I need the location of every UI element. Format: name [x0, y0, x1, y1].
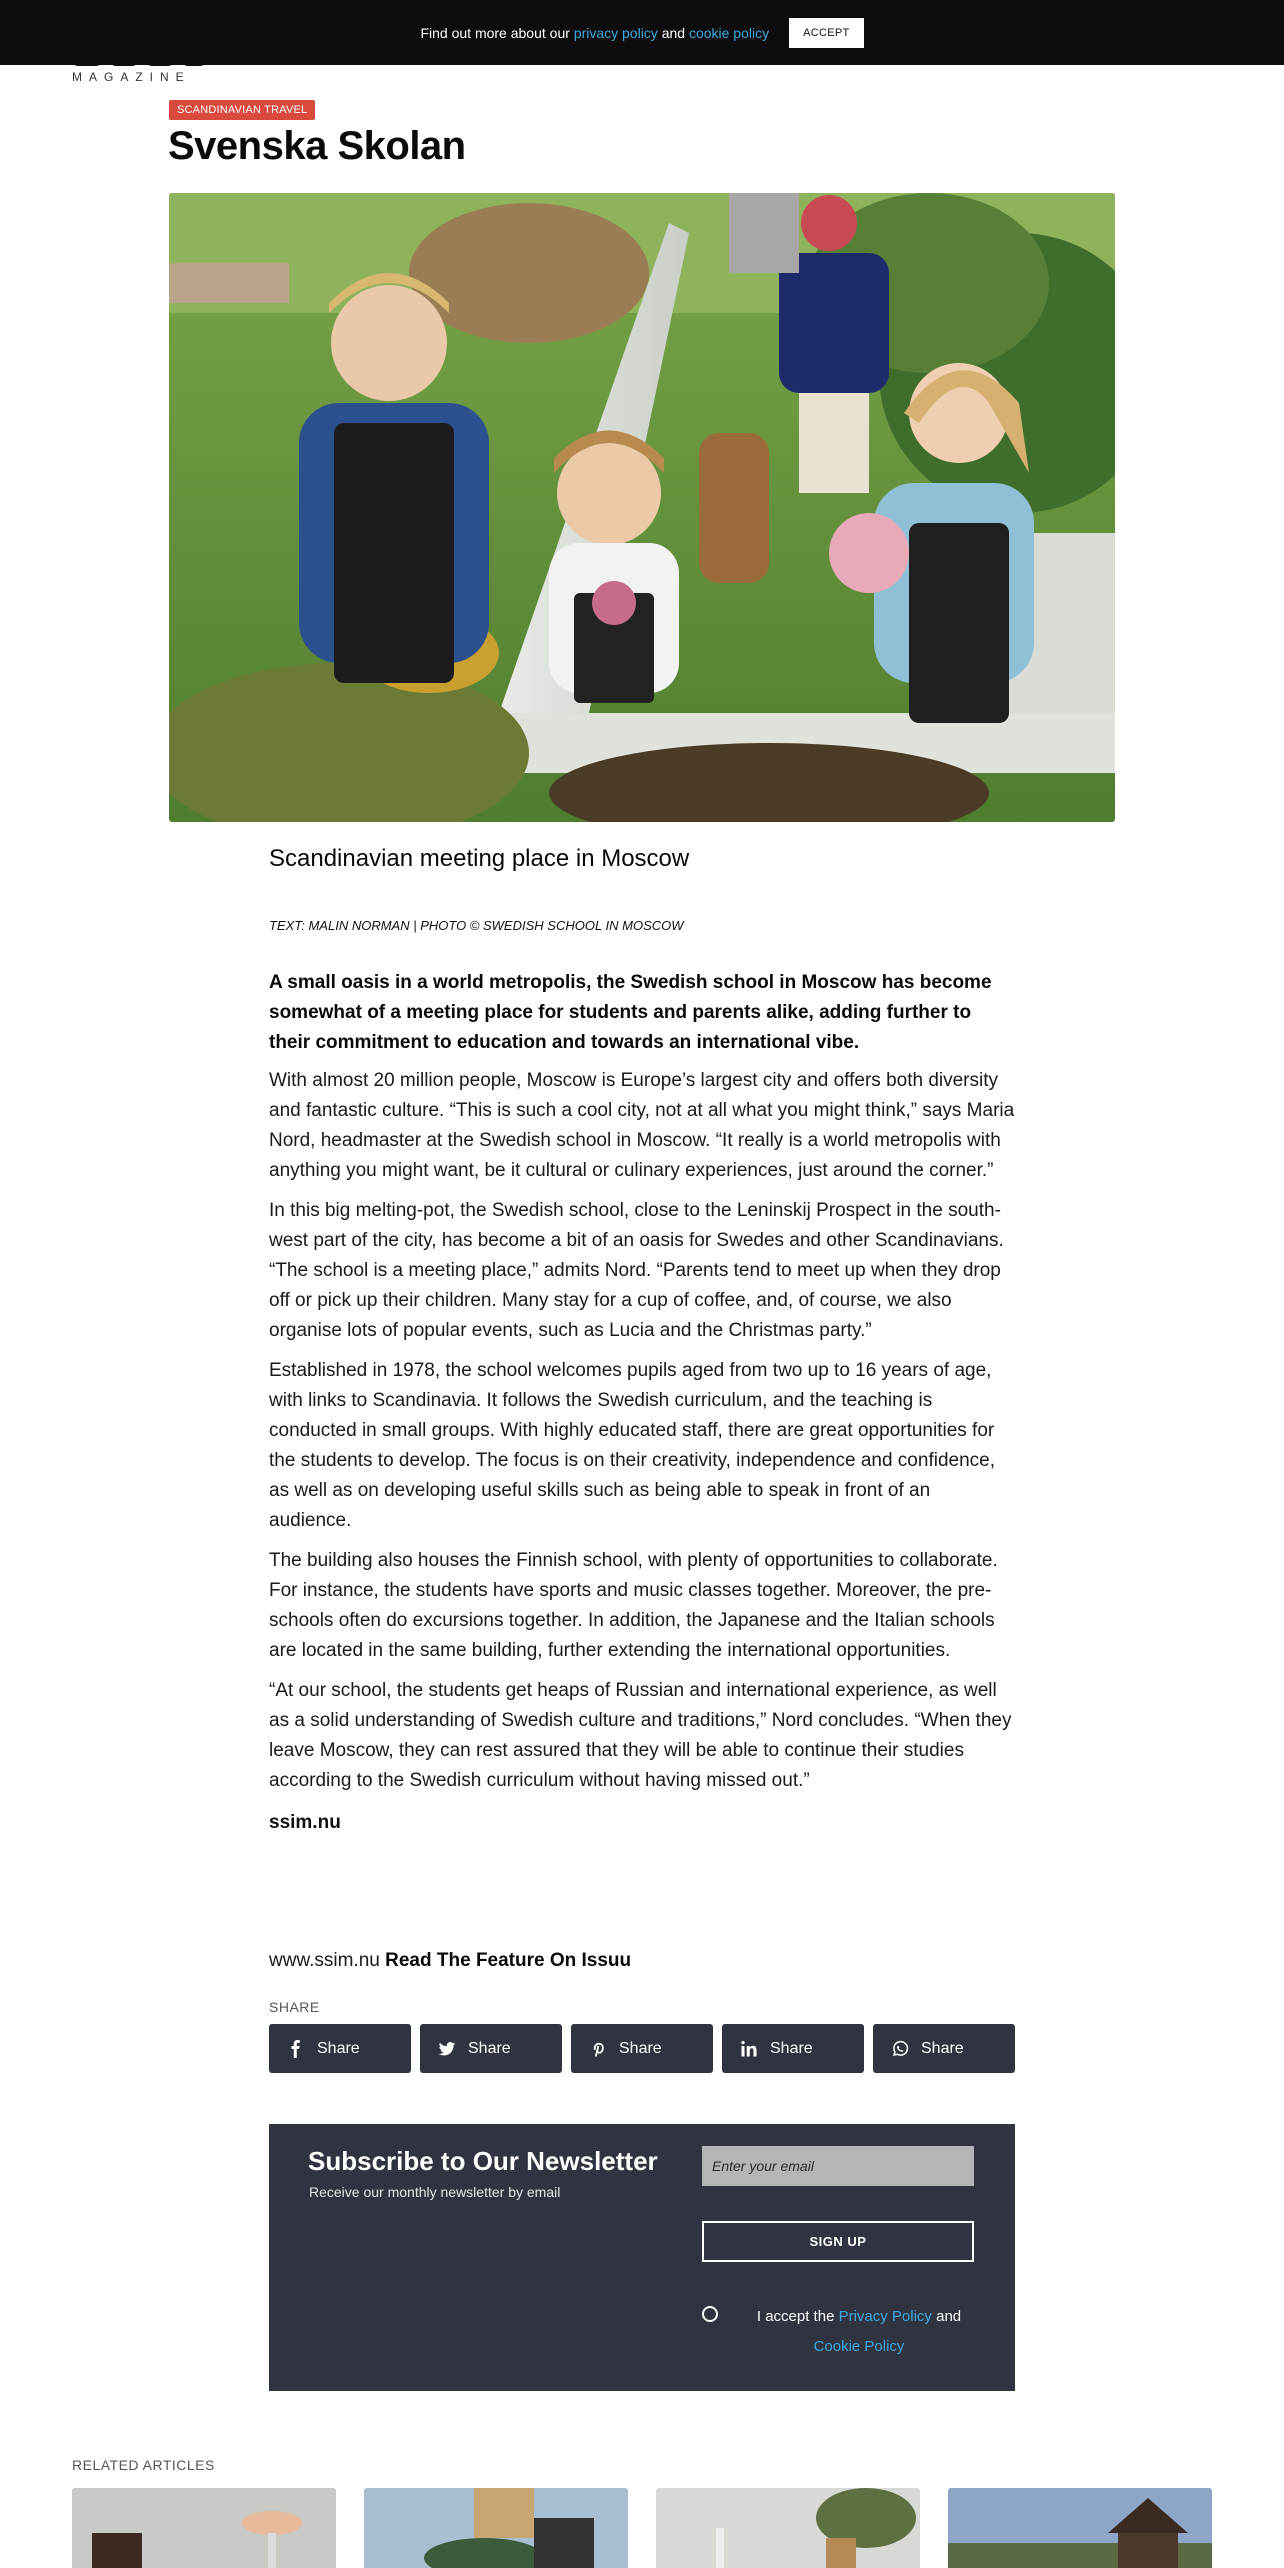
article-lead: A small oasis in a world metropolis, the Swedish school in Moscow has become somewhat of a meeting place for students and parents alike, adding further to their commitment to education and towards an international vibe. [269, 972, 992, 1053]
related-articles [72, 2488, 1212, 2568]
newsletter-title: Subscribe to Our Newsletter [308, 2146, 658, 2176]
article-paragraph: Established in 1978, the school welcomes pupils aged from two up to 16 years of age, with links to Scandinavia. It follows the Swedish curriculum, and the teaching is conducted in small groups. With highly educated staff, there are great opportunities for the students to develop. The focus is on their creativity, independence and confidence, as well as on developing useful skills such as being able to speak in front of an audience. [269, 1360, 995, 1531]
newsletter-cookie-policy-link[interactable]: Cookie Policy [813, 2338, 905, 2355]
article-paragraph: The building also houses the Finnish school, with plenty of opportunities to collaborate. For instance, the students have sports and music classes together. Moreover, the pre-schools often do excursions together. In addition, the Japanese and the Italian schools are located in the same building, further extending the international opportunities. [269, 1550, 998, 1661]
article-credit: TEXT: MALIN NORMAN | PHOTO © SWEDISH SCHOOL IN MOSCOW [269, 918, 684, 933]
share-label-text: Share [921, 2039, 964, 2057]
facebook-icon [287, 2040, 305, 2058]
share-label: SHARE [269, 1999, 320, 2015]
article-paragraph: With almost 20 million people, Moscow is Europe’s largest city and offers both diversity and fantastic culture. “This is such a cool city, not at all what you might think,” says Maria Nord, headmaster at the Swedish school in Moscow. “It really is a world metropolis with anything you might want, be it cultural or culinary experiences, just around the corner.” [269, 1070, 1015, 1181]
article-paragraph: “At our school, the students get heaps of Russian and international experience, as well as a solid understanding of Swedish culture and traditions,” Nord concludes. “When they leave Moscow, they can rest assured that they will be able to continue their studies according to the Swedish curriculum without having missed out.” [269, 1680, 1012, 1791]
share-label-text: Share [468, 2039, 511, 2057]
article-title: Svenska Skolan [168, 124, 466, 168]
related-article-card[interactable] [948, 2488, 1212, 2568]
newsletter-privacy-policy-link[interactable]: Privacy Policy [838, 2308, 932, 2325]
website-name: ssim.nu [269, 1812, 341, 1833]
related-article-card[interactable] [656, 2488, 920, 2568]
pinterest-share-button[interactable] [571, 2024, 713, 2073]
hero-image [169, 193, 1115, 822]
article-subtitle: Scandinavian meeting place in Moscow [269, 845, 690, 872]
category-badge[interactable]: SCANDINAVIAN TRAVEL [169, 100, 315, 120]
article-body [269, 968, 1015, 1834]
article-links [269, 1950, 631, 1972]
privacy-policy-link[interactable]: privacy policy [573, 24, 658, 41]
share-label-text: Share [619, 2039, 662, 2057]
newsletter-signup [269, 2124, 1015, 2391]
sign-up-button[interactable]: SIGN UP [702, 2221, 974, 2262]
logo-tagline: MAGAZINE [72, 70, 191, 84]
article-paragraph: In this big melting-pot, the Swedish school, close to the Leninskij Prospect in the south-west part of the city, has become a bit of an oasis for Swedes and other Scandinavians. “The school is a meeting place,” admits Nord. “Parents tend to meet up when they drop off or pick up their children. Many stay for a cup of coffee, and, of course, we also organise lots of popular events, such as Lucia and the Christmas party.” [269, 1200, 1004, 1341]
newsletter-description: Receive our monthly newsletter by email [309, 2184, 561, 2200]
linkedin-icon [740, 2040, 758, 2058]
facebook-share-button[interactable] [269, 2024, 411, 2073]
accept-policy-text: I accept the Privacy Policy and Cookie Policy [756, 2308, 962, 2355]
related-articles-label: RELATED ARTICLES [72, 2457, 215, 2473]
cookie-policy-link[interactable]: cookie policy [688, 24, 770, 41]
website-url: www.ssim.nu [269, 1950, 380, 1971]
pinterest-icon [589, 2040, 607, 2058]
related-article-card[interactable] [72, 2488, 336, 2568]
newsletter-email-input[interactable] [702, 2146, 974, 2186]
whatsapp-share-button[interactable] [873, 2024, 1015, 2073]
accept-policy-radio[interactable] [702, 2306, 718, 2322]
accept-cookies-button[interactable]: ACCEPT [789, 18, 863, 48]
twitter-icon [438, 2040, 456, 2058]
share-label-text: Share [317, 2039, 360, 2057]
cookie-message: Find out more about our privacy policy and cookie policy [420, 24, 770, 41]
twitter-share-button[interactable] [420, 2024, 562, 2073]
linkedin-share-button[interactable] [722, 2024, 864, 2073]
related-article-card[interactable] [364, 2488, 628, 2568]
cookie-banner [0, 0, 1284, 65]
whatsapp-icon [891, 2040, 909, 2058]
share-buttons [269, 2024, 1015, 2073]
issuu-link[interactable]: Read The Feature On Issuu [385, 1950, 632, 1971]
share-label-text: Share [770, 2039, 813, 2057]
